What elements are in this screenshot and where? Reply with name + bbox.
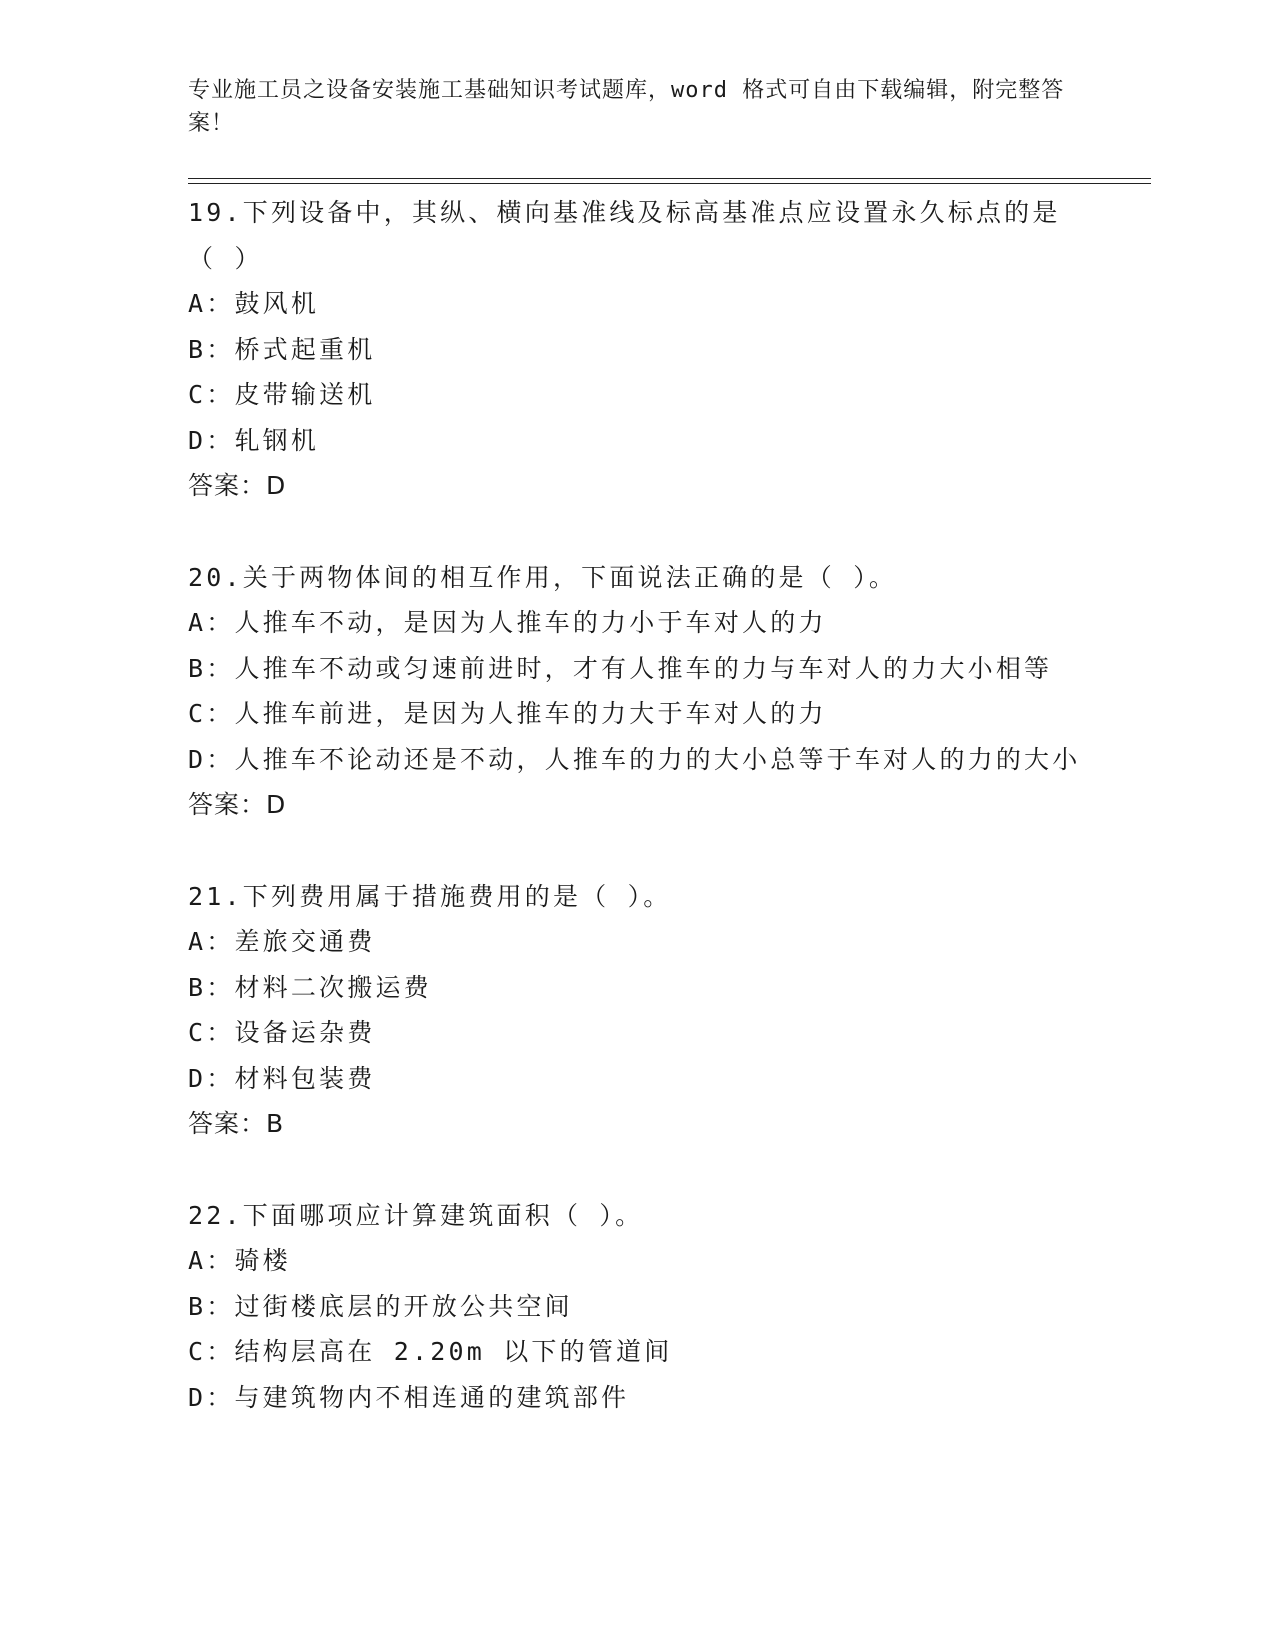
option-text: 骑楼 bbox=[234, 1246, 291, 1275]
header-divider-top bbox=[188, 178, 1151, 179]
question-21 bbox=[188, 874, 1088, 1147]
option-key: D： bbox=[188, 425, 235, 455]
option-key: B： bbox=[188, 1291, 235, 1321]
option-text: 与建筑物内不相连通的建筑部件 bbox=[234, 1382, 630, 1412]
option-text: 人推车不论动还是不动，人推车的力的大小总等于车对人的力的大小 bbox=[234, 744, 1081, 774]
option-text: 材料包装费 bbox=[234, 1063, 376, 1093]
question-22 bbox=[188, 1193, 1088, 1421]
option-c bbox=[188, 372, 1088, 418]
option-text: 人推车不动，是因为人推车的力小于车对人的力 bbox=[234, 608, 827, 637]
option-text: 皮带输送机 bbox=[234, 380, 376, 409]
option-key: C： bbox=[188, 1018, 235, 1047]
header-note: 专业施工员之设备安装施工基础知识考试题库，word 格式可自由下载编辑，附完整答案！ bbox=[188, 78, 1065, 136]
option-text: 人推车不动或匀速前进时，才有人推车的力与车对人的力大小相等 bbox=[234, 653, 1053, 683]
option-key: D： bbox=[188, 744, 235, 774]
question-stem: 20.关于两物体间的相互作用，下面说法正确的是（ ）。 bbox=[188, 562, 898, 592]
option-text: 鼓风机 bbox=[234, 289, 320, 318]
question-19 bbox=[188, 190, 1088, 509]
answer-label: 答案：D bbox=[188, 790, 287, 819]
option-c bbox=[188, 1010, 1088, 1056]
option-text: 人推车前进，是因为人推车的力大于车对人的力 bbox=[234, 699, 827, 728]
option-key: B： bbox=[188, 972, 235, 1002]
option-b bbox=[188, 327, 1088, 373]
option-text: 结构层高在 2.20m 以下的管道间 bbox=[234, 1337, 673, 1366]
option-text: 材料二次搬运费 bbox=[234, 972, 432, 1002]
option-c bbox=[188, 1329, 1088, 1375]
option-b bbox=[188, 646, 1088, 692]
option-b bbox=[188, 1284, 1088, 1330]
option-key: A： bbox=[188, 289, 235, 318]
option-key: A： bbox=[188, 608, 235, 637]
option-d bbox=[188, 418, 1088, 464]
answer-label: 答案：D bbox=[188, 471, 287, 500]
option-key: D： bbox=[188, 1063, 235, 1093]
option-key: A： bbox=[188, 1246, 235, 1275]
option-a bbox=[188, 281, 1088, 327]
question-list bbox=[188, 190, 1088, 1466]
question-20 bbox=[188, 555, 1088, 828]
option-key: D： bbox=[188, 1382, 235, 1412]
option-d bbox=[188, 1056, 1088, 1102]
option-key: C： bbox=[188, 1337, 235, 1366]
option-a bbox=[188, 1238, 1088, 1284]
option-d bbox=[188, 1375, 1088, 1421]
option-key: B： bbox=[188, 334, 235, 364]
header-divider-bottom bbox=[188, 183, 1151, 184]
option-d bbox=[188, 737, 1088, 783]
question-stem: 22.下面哪项应计算建筑面积（ ）。 bbox=[188, 1200, 644, 1230]
option-c bbox=[188, 691, 1088, 737]
option-b bbox=[188, 965, 1088, 1011]
option-key: C： bbox=[188, 699, 235, 728]
question-stem: 19.下列设备中，其纵、横向基准线及标高基准点应设置永久标点的是（ ） bbox=[188, 198, 1061, 273]
option-text: 轧钢机 bbox=[234, 425, 320, 455]
option-key: B： bbox=[188, 653, 235, 683]
option-text: 设备运杂费 bbox=[234, 1018, 376, 1047]
answer-label: 答案：B bbox=[188, 1109, 285, 1138]
question-stem: 21.下列费用属于措施费用的是（ ）。 bbox=[188, 881, 672, 911]
option-text: 差旅交通费 bbox=[234, 927, 376, 956]
option-a bbox=[188, 919, 1088, 965]
option-key: A： bbox=[188, 927, 235, 956]
option-text: 过街楼底层的开放公共空间 bbox=[234, 1291, 573, 1321]
option-a bbox=[188, 600, 1088, 646]
option-key: C： bbox=[188, 380, 235, 409]
option-text: 桥式起重机 bbox=[234, 334, 376, 364]
